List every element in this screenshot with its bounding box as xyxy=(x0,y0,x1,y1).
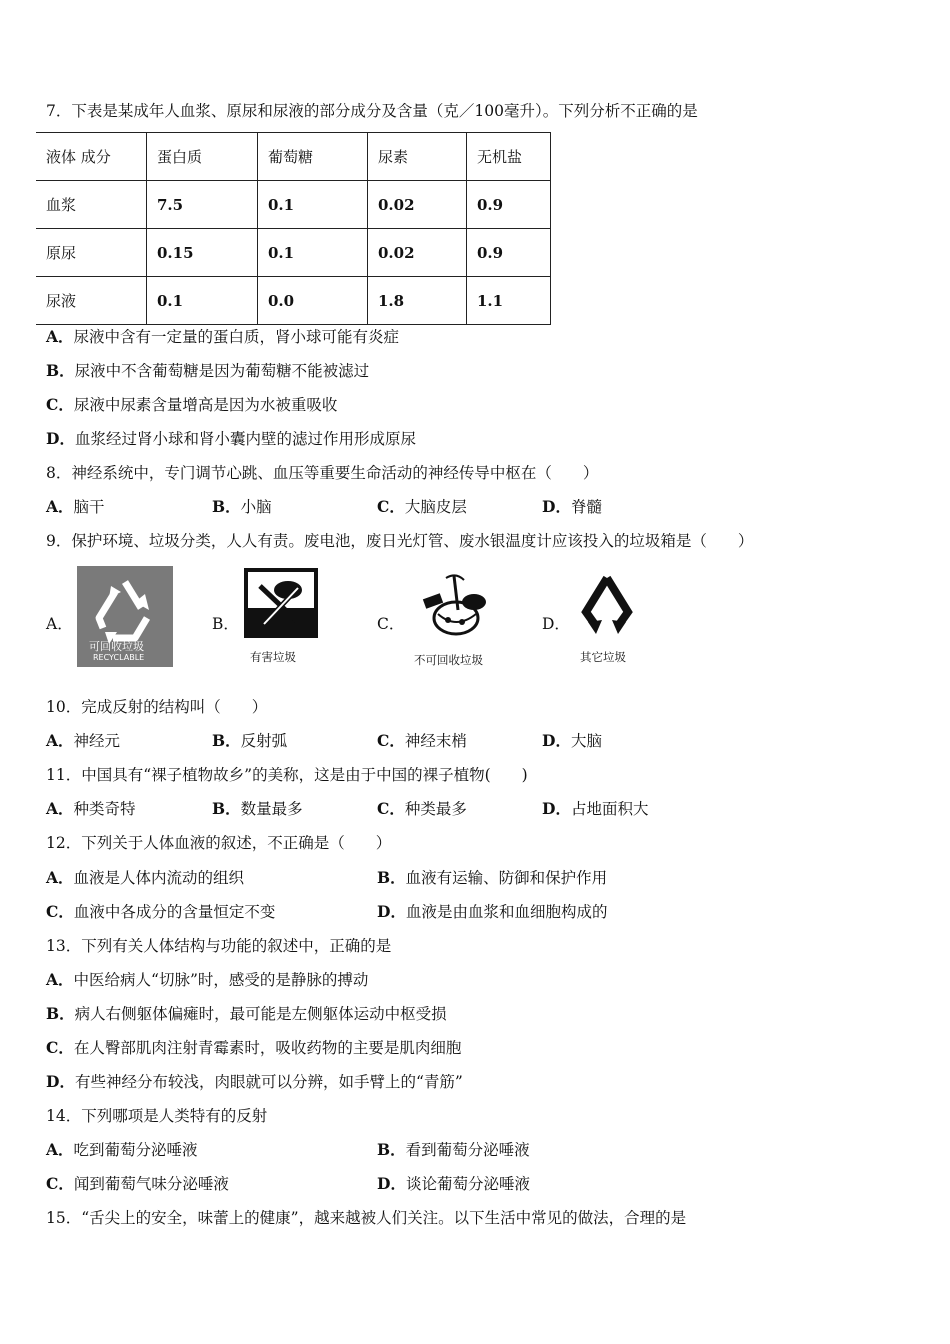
option-label: B． xyxy=(212,497,241,516)
option-text: 中医给病人“切脉”时，感受的是静脉的搏动 xyxy=(73,971,369,989)
question-13-stem: 13．下列有关人体结构与功能的叙述中，正确的是 xyxy=(46,937,392,955)
q7-option-b xyxy=(46,360,369,382)
option-label: C． xyxy=(46,1038,74,1057)
option-text: 神经末梢 xyxy=(404,732,467,750)
option-label: A． xyxy=(46,731,74,750)
option-label: C． xyxy=(46,395,74,414)
table-row xyxy=(36,277,551,325)
option-label: C． xyxy=(377,731,405,750)
option-label: B． xyxy=(46,1004,75,1023)
option-text: 占地面积大 xyxy=(570,800,649,818)
other-waste-bin-sign xyxy=(574,572,640,638)
option-label: A． xyxy=(46,868,74,887)
table-header: 葡萄糖 xyxy=(258,133,368,181)
q13-option-c xyxy=(46,1037,461,1059)
option-label: C． xyxy=(46,902,74,921)
question-10-stem: 10．完成反射的结构叫（ ） xyxy=(46,698,268,716)
option-text: 数量最多 xyxy=(240,800,303,818)
option-text: 尿液中不含葡萄糖是因为葡萄糖不能被滤过 xyxy=(74,362,370,380)
option-label: B． xyxy=(46,361,75,380)
table-cell: 0.1 xyxy=(258,181,368,229)
q10-option-c xyxy=(377,730,467,752)
option-text: 种类奇特 xyxy=(73,800,136,818)
option-label: B． xyxy=(212,731,241,750)
option-text: 血液是人体内流动的组织 xyxy=(73,869,245,887)
option-text: 闻到葡萄气味分泌唾液 xyxy=(73,1175,229,1193)
q7-option-a xyxy=(46,326,399,348)
option-text: 尿液中含有一定量的蛋白质，肾小球可能有炎症 xyxy=(73,328,400,346)
q13-option-b xyxy=(46,1003,447,1025)
option-text: 在人臀部肌肉注射青霉素时，吸收药物的主要是肌肉细胞 xyxy=(73,1039,462,1057)
option-text: 谈论葡萄分泌唾液 xyxy=(405,1175,530,1193)
option-text: 血浆经过肾小球和肾小囊内壁的滤过作用形成原尿 xyxy=(74,430,416,448)
non-recyclable-icon xyxy=(418,570,492,642)
recyclable-caption: 可回收垃圾 xyxy=(89,640,144,653)
option-label: C． xyxy=(377,799,405,818)
q8-option-c xyxy=(377,496,467,518)
recyclable-caption-en: RECYCLABLE xyxy=(93,653,145,662)
other-waste-icon xyxy=(574,572,640,638)
recyclable-bin-sign xyxy=(77,566,173,667)
q12-option-b xyxy=(377,867,607,889)
option-label: D． xyxy=(46,429,75,448)
q12-option-c xyxy=(46,901,275,923)
option-text: 脊髓 xyxy=(570,498,602,516)
question-8-stem: 8．神经系统中，专门调节心跳、血压等重要生命活动的神经传导中枢在（ ） xyxy=(46,464,599,482)
q9-option-d-label: D． xyxy=(542,615,570,633)
composition-table xyxy=(36,132,551,325)
question-15-stem: 15．“舌尖上的安全，味蕾上的健康”，越来越被人们关注。以下生活中常见的做法，合理的是 xyxy=(46,1209,687,1227)
q10-option-d xyxy=(542,730,602,752)
option-label: A． xyxy=(46,1140,74,1159)
option-label: D． xyxy=(542,497,571,516)
q9-option-b-label: B． xyxy=(212,615,239,633)
table-cell: 0.15 xyxy=(147,229,258,277)
non-recyclable-bin-sign xyxy=(418,570,492,642)
table-cell: 0.02 xyxy=(368,181,467,229)
table-cell: 7.5 xyxy=(147,181,258,229)
table-header: 尿素 xyxy=(368,133,467,181)
option-text: 种类最多 xyxy=(404,800,467,818)
option-label: A． xyxy=(46,970,74,989)
table-cell: 0.9 xyxy=(467,229,551,277)
option-text: 神经元 xyxy=(73,732,121,750)
table-row xyxy=(36,229,551,277)
question-11-stem: 11．中国具有“裸子植物故乡”的美称，这是由于中国的裸子植物( ) xyxy=(46,766,528,784)
option-label: C． xyxy=(377,497,405,516)
q11-option-b xyxy=(212,798,303,820)
option-text: 吃到葡萄分泌唾液 xyxy=(73,1141,198,1159)
question-14-stem: 14．下列哪项是人类特有的反射 xyxy=(46,1107,268,1125)
option-label: D． xyxy=(542,799,571,818)
option-text: 尿液中尿素含量增高是因为水被重吸收 xyxy=(73,396,338,414)
q11-option-c xyxy=(377,798,467,820)
table-row xyxy=(36,181,551,229)
q12-option-d xyxy=(377,901,607,923)
table-cell: 0.1 xyxy=(258,229,368,277)
option-label: D． xyxy=(377,1174,406,1193)
option-text: 大脑 xyxy=(570,732,602,750)
table-cell: 尿液 xyxy=(36,277,147,325)
question-7-stem: 7．下表是某成年人血浆、原尿和尿液的部分成分及含量（克／100毫升）。下列分析不正确的是 xyxy=(46,102,698,120)
option-label: D． xyxy=(377,902,406,921)
option-label: D． xyxy=(46,1072,75,1091)
q7-option-d xyxy=(46,428,416,450)
hazardous-bin-sign xyxy=(244,568,318,638)
option-label: B． xyxy=(377,868,406,887)
q8-option-d xyxy=(542,496,602,518)
q11-option-a xyxy=(46,798,136,820)
table-header: 无机盐 xyxy=(467,133,551,181)
table-header: 蛋白质 xyxy=(147,133,258,181)
option-text: 反射弧 xyxy=(240,732,288,750)
table-cell: 0.0 xyxy=(258,277,368,325)
q9-option-a-label: A． xyxy=(46,615,73,633)
option-text: 血液有运输、防御和保护作用 xyxy=(405,869,608,887)
option-label: B． xyxy=(212,799,241,818)
option-text: 病人右侧躯体偏瘫时，最可能是左侧躯体运动中枢受损 xyxy=(74,1005,447,1023)
q14-option-a xyxy=(46,1139,198,1161)
q13-option-a xyxy=(46,969,368,991)
table-cell: 血浆 xyxy=(36,181,147,229)
q14-option-b xyxy=(377,1139,530,1161)
option-label: C． xyxy=(46,1174,74,1193)
table-cell: 0.1 xyxy=(147,277,258,325)
q10-option-a xyxy=(46,730,120,752)
q12-option-a xyxy=(46,867,244,889)
option-text: 有些神经分布较浅，肉眼就可以分辨，如手臂上的“青筋” xyxy=(74,1073,463,1091)
q7-option-c xyxy=(46,394,337,416)
q9-option-c-label: C． xyxy=(377,615,405,633)
q13-option-d xyxy=(46,1071,463,1093)
table-header-row xyxy=(36,133,551,181)
table-header: 液体 成分 xyxy=(36,133,147,181)
table-cell: 原尿 xyxy=(36,229,147,277)
table-cell: 0.9 xyxy=(467,181,551,229)
option-label: B． xyxy=(377,1140,406,1159)
hazardous-waste-icon xyxy=(244,568,318,638)
option-label: A． xyxy=(46,327,74,346)
q8-option-b xyxy=(212,496,272,518)
q10-option-b xyxy=(212,730,287,752)
option-text: 大脑皮层 xyxy=(404,498,467,516)
option-text: 小脑 xyxy=(240,498,272,516)
other-waste-caption: 其它垃圾 xyxy=(580,650,626,664)
question-9-stem: 9．保护环境、垃圾分类，人人有责。废电池，废日光灯管、废水银温度计应该投入的垃圾箱是（ ） xyxy=(46,532,754,550)
option-text: 看到葡萄分泌唾液 xyxy=(405,1141,530,1159)
q11-option-d xyxy=(542,798,648,820)
option-label: D． xyxy=(542,731,571,750)
table-cell: 1.1 xyxy=(467,277,551,325)
non-recyclable-caption: 不可回收垃圾 xyxy=(414,653,483,667)
question-12-stem: 12．下列关于人体血液的叙述，不正确是（ ） xyxy=(46,834,392,852)
table-cell: 1.8 xyxy=(368,277,467,325)
option-text: 血液是由血浆和血细胞构成的 xyxy=(405,903,608,921)
q14-option-c xyxy=(46,1173,229,1195)
table-cell: 0.02 xyxy=(368,229,467,277)
option-label: A． xyxy=(46,497,74,516)
q8-option-a xyxy=(46,496,105,518)
option-text: 血液中各成分的含量恒定不变 xyxy=(73,903,276,921)
option-text: 脑干 xyxy=(73,498,105,516)
q14-option-d xyxy=(377,1173,530,1195)
option-label: A． xyxy=(46,799,74,818)
hazardous-caption: 有害垃圾 xyxy=(250,650,296,664)
